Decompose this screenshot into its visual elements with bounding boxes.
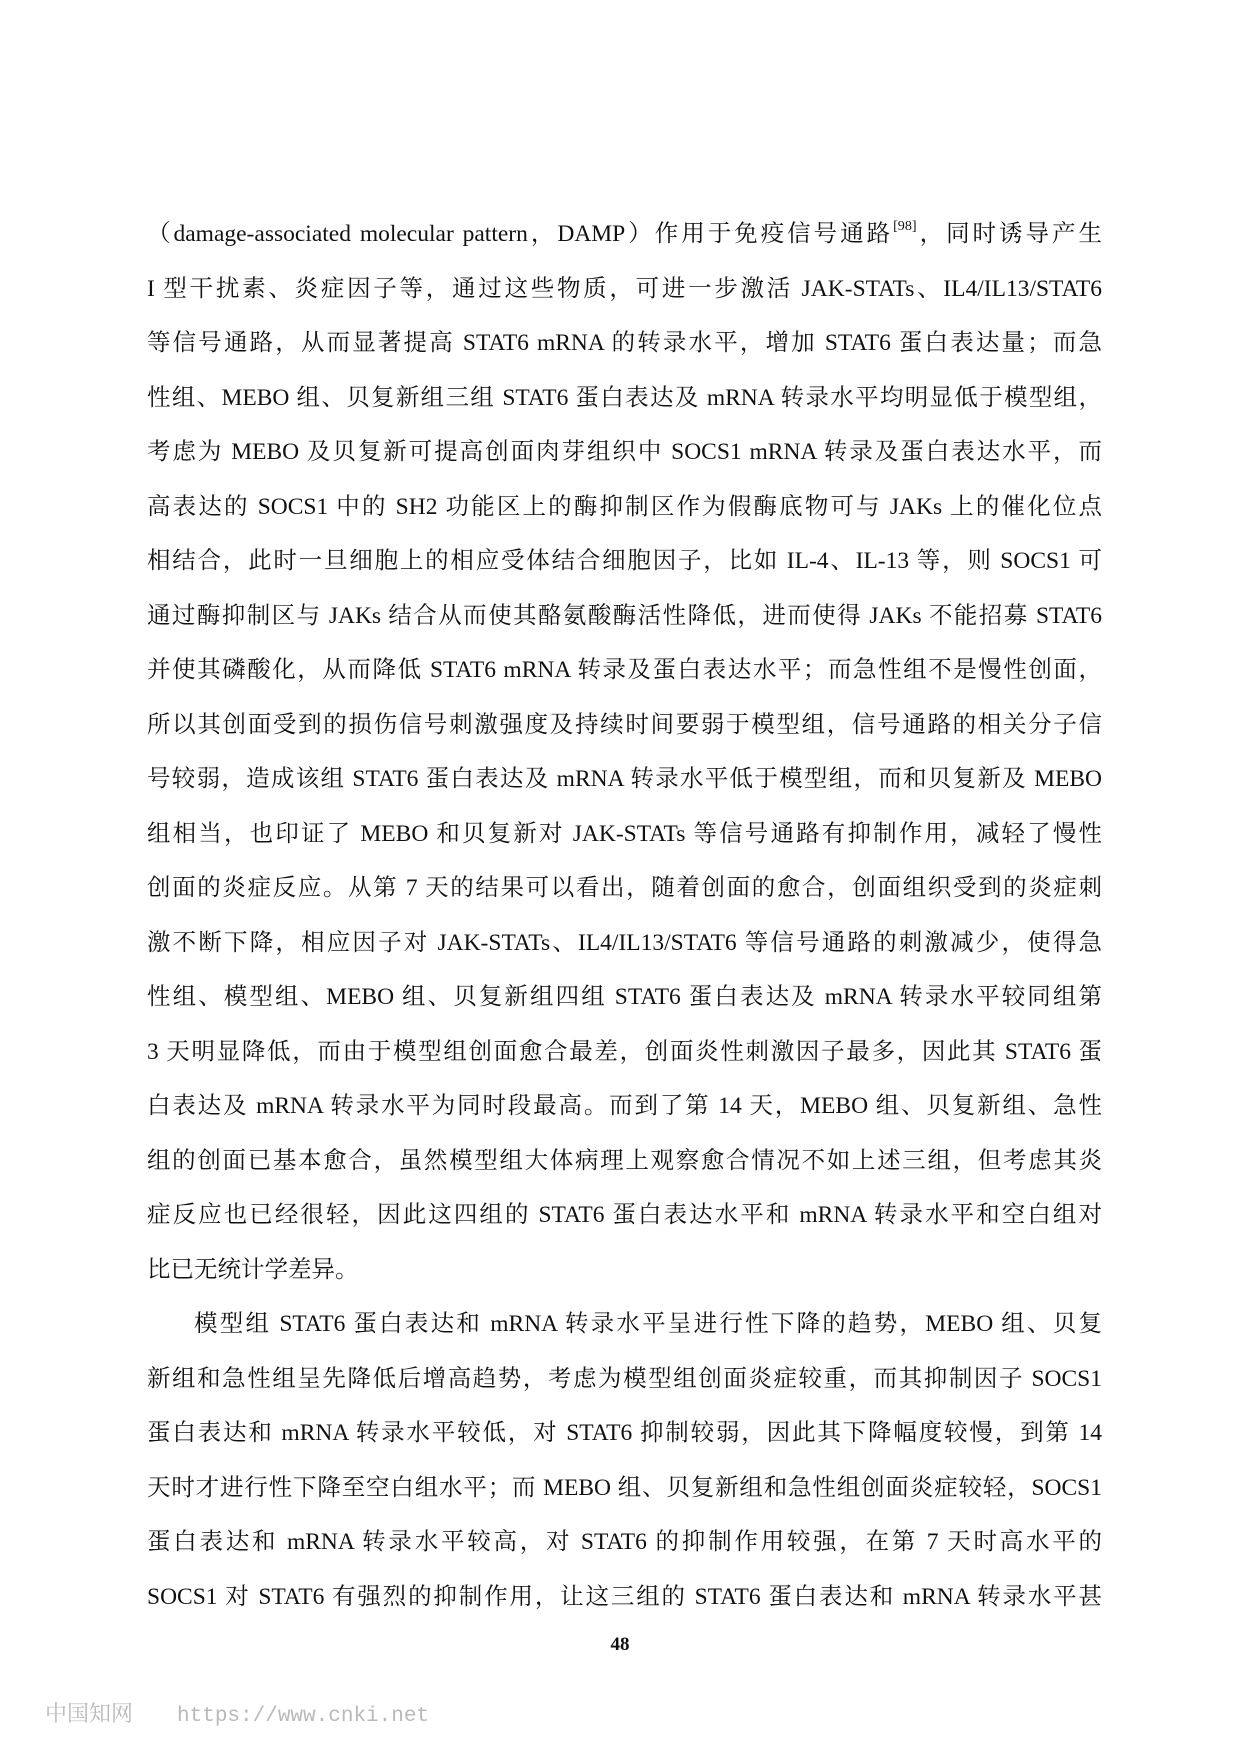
text-line: 蛋白表达和 mRNA 转录水平较高，对 STAT6 的抑制作用较强，在第 7 天时高水平的 (147, 1529, 1102, 1555)
text-line: 相结合，此时一旦细胞上的相应受体结合细胞因子，比如 IL-4、IL-13 等，则 SOCS1 可 (147, 548, 1102, 574)
text-line: 号较弱，造成该组 STAT6 蛋白表达及 mRNA 转录水平低于模型组，而和贝复新及 MEBO (147, 766, 1102, 792)
paragraph-last-line: 比已无统计学差异。 (147, 1256, 359, 1283)
text-line: 性组、模型组、MEBO 组、贝复新组四组 STAT6 蛋白表达及 mRNA 转录水平较同组第 (147, 984, 1102, 1010)
text-line: 天时才进行性下降至空白组水平；而 MEBO 组、贝复新组和急性组创面炎症较轻，SOCS1 (147, 1474, 1102, 1501)
text-line: 性组、MEBO 组、贝复新组三组 STAT6 蛋白表达及 mRNA 转录水平均明显低于模型组， (147, 384, 1102, 411)
page-number: 48 (610, 1634, 630, 1655)
text-line: 高表达的 SOCS1 中的 SH2 功能区上的酶抑制区作为假酶底物可与 JAKs 上的催化位点 (147, 493, 1102, 520)
paragraph-first-line: 模型组 STAT6 蛋白表达和 mRNA 转录水平呈进行性下降的趋势，MEBO 组、贝复 (194, 1311, 1102, 1337)
text-line: 等信号通路，从而显著提高 STAT6 mRNA 的转录水平，增加 STAT6 蛋白表达量；而急 (147, 330, 1102, 356)
text-line: 蛋白表达和 mRNA 转录水平较低，对 STAT6 抑制较弱，因此其下降幅度较慢，到第 14 (147, 1420, 1102, 1446)
text-line: 白表达及 mRNA 转录水平为同时段最高。而到了第 14 天，MEBO 组、贝复新组、急性 (147, 1093, 1102, 1119)
text-line: 症反应也已经很轻，因此这四组的 STAT6 蛋白表达水平和 mRNA 转录水平和空白组对 (147, 1202, 1102, 1228)
text-line: SOCS1 对 STAT6 有强烈的抑制作用，让这三组的 STAT6 蛋白表达和 mRNA 转录水平甚 (147, 1583, 1102, 1610)
text-segment: （damage-associated molecular pattern，DAMP）作用于免疫信号通路 (147, 221, 894, 247)
citation-reference: [98] (893, 218, 917, 235)
text-line: 通过酶抑制区与 JAKs 结合从而使其酪氨酸酶活性降低，进而使得 JAKs 不能招募 STAT6 (147, 602, 1102, 629)
text-line: 激不断下降，相应因子对 JAK-STATs、IL4/IL13/STAT6 等信号通路的刺激减少，使得急 (147, 929, 1102, 956)
watermark-site-name: 中国知网 (45, 1702, 134, 1727)
footer-watermark (45, 1700, 429, 1730)
text-line: 并使其磷酸化，从而降低 STAT6 mRNA 转录及蛋白表达水平；而急性组不是慢性创面， (147, 657, 1102, 683)
text-line: 新组和急性组呈先降低后增高趋势，考虑为模型组创面炎症较重，而其抑制因子 SOCS1 (147, 1365, 1102, 1392)
text-line (147, 207, 1102, 262)
text-line: 创面的炎症反应。从第 7 天的结果可以看出，随着创面的愈合，创面组织受到的炎症刺 (147, 875, 1102, 901)
watermark-url: https://www.cnki.net (177, 1705, 430, 1728)
text-line: 组相当，也印证了 MEBO 和贝复新对 JAK-STATs 等信号通路有抑制作用，减轻了慢性 (147, 820, 1102, 847)
text-segment: ，同时诱导产生 (916, 221, 1102, 247)
body-text (147, 207, 1102, 1624)
text-line: 3 天明显降低，而由于模型组创面愈合最差，创面炎性刺激因子最多，因此其 STAT6 蛋 (147, 1038, 1102, 1065)
text-line: I 型干扰素、炎症因子等，通过这些物质，可进一步激活 JAK-STATs、IL4/IL13/STAT6 (147, 275, 1102, 302)
text-line: 所以其创面受到的损伤信号刺激强度及持续时间要弱于模型组，信号通路的相关分子信 (147, 711, 1102, 738)
text-line: 考虑为 MEBO 及贝复新可提高创面肉芽组织中 SOCS1 mRNA 转录及蛋白表达水平，而 (147, 439, 1102, 465)
text-line: 组的创面已基本愈合，虽然模型组大体病理上观察愈合情况不如上述三组，但考虑其炎 (147, 1147, 1102, 1174)
